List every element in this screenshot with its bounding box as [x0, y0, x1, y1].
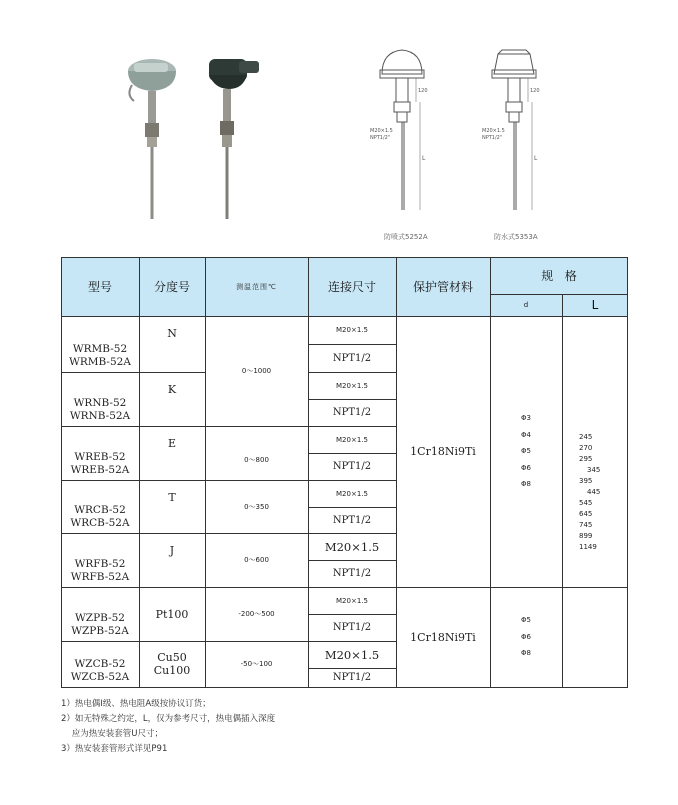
L-value: 645 — [579, 510, 593, 518]
connection-thread: M20×1.5 — [336, 381, 368, 390]
footnote: 应为热安装套管U尺寸； — [61, 729, 164, 739]
protection-tube-material: 1Cr18Ni9Ti — [410, 445, 476, 458]
model-name: WZPB-52 — [75, 612, 125, 624]
header-spec: 规 格 — [541, 269, 577, 283]
connection-npt: NPT1/2 — [332, 568, 372, 579]
drawing2-dim-label: 120 — [530, 88, 540, 94]
model-name-a: WZCB-52A — [70, 671, 130, 683]
temperature-range: 0～600 — [244, 556, 269, 564]
model-name: WRNB-52 — [73, 397, 127, 409]
graduation-value — [139, 641, 205, 687]
header-material: 保护管材料 — [412, 280, 473, 294]
footnotes — [61, 697, 275, 757]
connection-npt: NPT1/2 — [332, 461, 372, 472]
connection-npt: NPT1/2 — [332, 672, 372, 683]
L-value: 395 — [579, 477, 593, 485]
L-value: 899 — [579, 532, 593, 540]
table-row-model — [61, 316, 139, 372]
table-row-model — [61, 426, 139, 480]
connection-thread: M20×1.5 — [336, 326, 368, 334]
technical-drawing-5353A — [480, 40, 555, 225]
temperature-range: 0～350 — [244, 502, 269, 511]
graduation-value: Pt100 — [155, 607, 189, 621]
drawing1-dim-label: 120 — [418, 88, 428, 94]
header-graduation: 分度号 — [153, 280, 190, 294]
model-name-a: WRFB-52A — [70, 571, 130, 583]
temperature-range: 0～800 — [244, 456, 269, 464]
d-value: Φ8 — [521, 480, 531, 489]
d-values-list — [490, 587, 562, 687]
drawing2-thread1-label: M20×1.5 — [482, 128, 505, 134]
model-name-a: WRCB-52A — [70, 517, 130, 529]
graduation-value: J — [169, 544, 175, 557]
graduation-value: K — [167, 383, 177, 396]
temperature-range: -200～500 — [238, 610, 275, 618]
d-value: Φ5 — [521, 616, 531, 625]
connection-npt: NPT1/2 — [332, 622, 372, 633]
drawing-caption-2: 防水式5353A — [494, 233, 538, 241]
d-value: Φ6 — [521, 463, 531, 472]
graduation-cu100: Cu100 — [153, 664, 191, 677]
drawing1-thread2-label: NPT1/2" — [370, 135, 391, 141]
graduation-cu50: Cu50 — [157, 651, 187, 664]
L-value: 1149 — [579, 543, 597, 551]
d-value: Φ5 — [521, 447, 531, 456]
model-name: WZCB-52 — [74, 658, 126, 670]
model-name: WRCB-52 — [74, 504, 126, 516]
protection-tube-material: 1Cr18Ni9Ti — [410, 630, 476, 644]
L-value: 295 — [579, 455, 593, 463]
graduation-value: E — [167, 437, 177, 450]
temperature-range: -50～100 — [240, 660, 273, 668]
L-value: 745 — [579, 521, 593, 529]
d-value: Φ6 — [521, 632, 531, 641]
connection-thread: M20×1.5 — [324, 539, 380, 554]
connection-npt: NPT1/2 — [332, 514, 372, 526]
graduation-value: N — [167, 327, 177, 340]
thermocouple-photo-black — [193, 45, 268, 230]
header-d: d — [523, 301, 529, 309]
table-row-model — [61, 372, 139, 426]
header-model: 型号 — [87, 280, 112, 294]
table-row-model — [61, 587, 139, 641]
thermocouple-photo-gray — [112, 45, 192, 230]
header-L: L — [591, 298, 599, 312]
graduation-value: T — [168, 491, 176, 504]
L-value: 445 — [587, 488, 601, 496]
model-name-a: WZPB-52A — [71, 625, 129, 637]
connection-npt: NPT1/2 — [332, 352, 372, 364]
header-connection: 连接尺寸 — [327, 280, 376, 294]
connection-npt: NPT1/2 — [332, 407, 372, 418]
footnote: 3）热安装套管形式详见P91 — [61, 744, 168, 754]
drawing1-thread1-label: M20×1.5 — [370, 128, 393, 134]
temperature-range: 0～1000 — [241, 367, 272, 375]
table-row-model — [61, 641, 139, 687]
d-value: Φ8 — [521, 649, 531, 658]
model-name-a: WREB-52A — [70, 464, 130, 476]
L-value: 345 — [587, 466, 601, 474]
drawing2-thread2-label: NPT1/2" — [482, 135, 503, 141]
L-values-list — [562, 316, 628, 687]
connection-thread: M20×1.5 — [336, 489, 368, 498]
footnote: 2）如无特殊之约定，L，仅为参考尺寸，热电偶插入深度 — [61, 714, 276, 724]
drawing-caption-1: 防喷式5252A — [384, 233, 428, 241]
connection-thread: M20×1.5 — [336, 435, 368, 444]
drawing2-length-label: L — [534, 155, 538, 162]
d-value: Φ3 — [521, 414, 531, 423]
d-value: Φ4 — [521, 430, 531, 439]
table-row-model — [61, 533, 139, 587]
model-name: WRMB-52 — [72, 343, 128, 355]
model-name-a: WRMB-52A — [69, 356, 131, 368]
model-name: WRFB-52 — [74, 558, 126, 570]
header-temperature-range: 测温范围℃ — [236, 282, 277, 291]
drawing1-length-label: L — [422, 155, 426, 162]
L-value: 545 — [579, 499, 593, 507]
d-values-list — [490, 316, 562, 587]
spec-table — [61, 257, 628, 688]
model-name: WREB-52 — [74, 451, 126, 463]
footnote: 1）热电偶Ⅰ级、热电阻A级按协议订货； — [61, 699, 211, 709]
connection-thread: M20×1.5 — [324, 647, 380, 662]
table-row-model — [61, 480, 139, 533]
technical-drawing-5252A — [368, 40, 443, 225]
L-value: 270 — [579, 444, 593, 452]
connection-thread: M20×1.5 — [336, 596, 368, 605]
L-value: 245 — [579, 433, 593, 441]
model-name-a: WRNB-52A — [69, 410, 131, 422]
